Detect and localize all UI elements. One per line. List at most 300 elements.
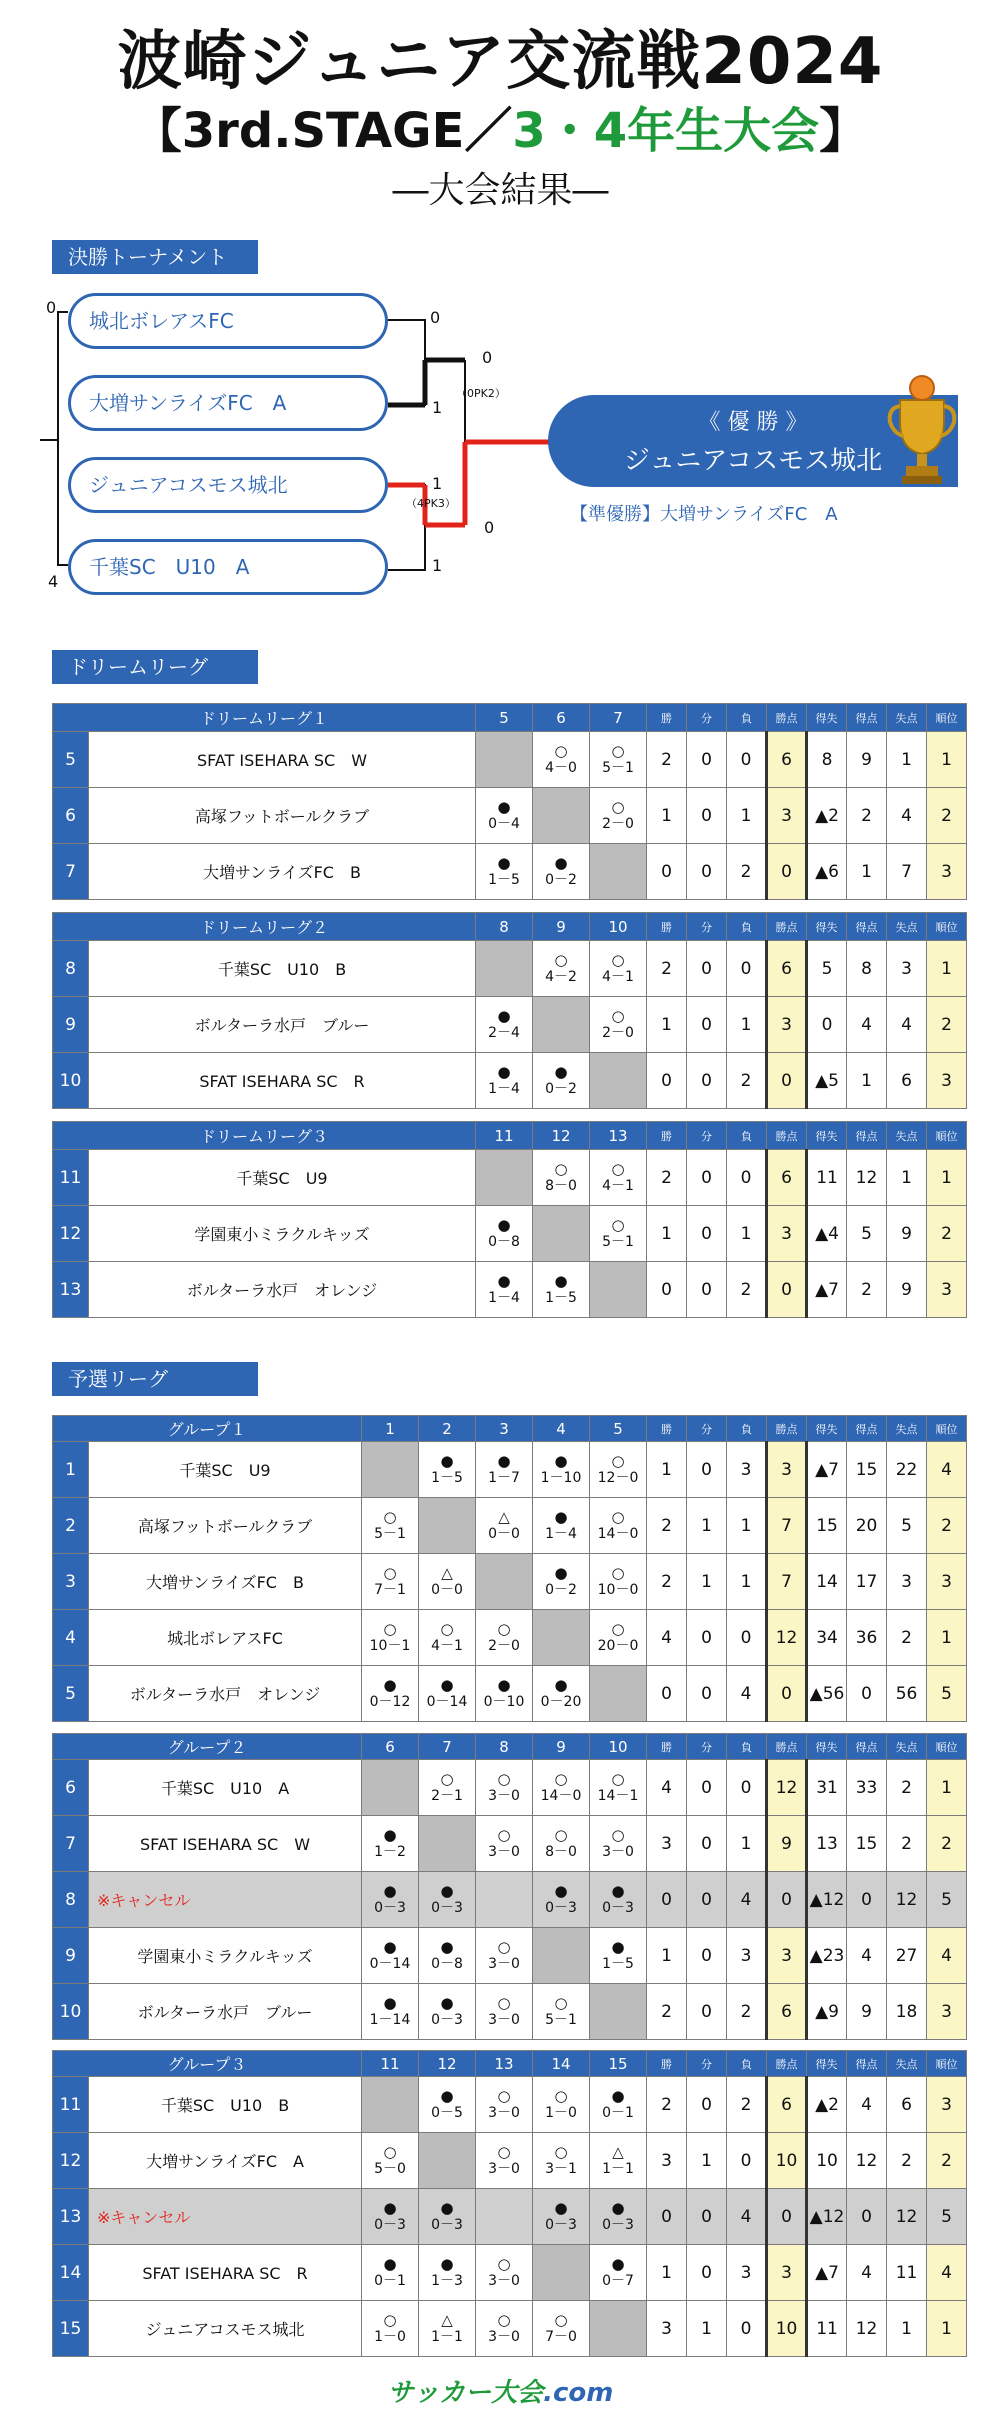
stat-value: 2 [847, 1262, 887, 1318]
match-score: 4－1 [431, 1638, 463, 1655]
result-mark: ○ [554, 1159, 568, 1178]
stat-value: 6 [767, 2077, 807, 2133]
match-result-cell [533, 1053, 590, 1109]
result-mark: ○ [554, 2086, 568, 2105]
stat-value: 0 [647, 844, 687, 900]
stage-title [0, 92, 1001, 161]
result-mark: ● [554, 1881, 568, 1900]
match-score: 1－0 [374, 2329, 406, 2346]
match-result-cell [533, 1150, 590, 1206]
result-mark: ● [611, 1937, 625, 1956]
match-result [362, 1509, 418, 1542]
stat-value: 15 [847, 1816, 887, 1872]
stat-value: 12 [847, 1150, 887, 1206]
stat-value: 36 [847, 1610, 887, 1666]
match-score: 0－0 [431, 1582, 463, 1599]
stat-col-header: 失点 [887, 1734, 927, 1760]
match-score: 14－1 [597, 1788, 639, 1805]
runner-up: 【準優勝】大増サンライズFC A [570, 504, 838, 525]
opponent-col-header: 5 [590, 1416, 647, 1442]
match-score: 0－20 [540, 1694, 582, 1711]
result-mark: ● [611, 2254, 625, 2273]
stat-col-header: 得失 [807, 1734, 847, 1760]
stat-value: 0 [687, 1872, 727, 1928]
match-result [476, 1509, 532, 1542]
result-mark: ● [554, 853, 568, 872]
section-label-dream: ドリームリーグ [52, 650, 258, 684]
stat-value: 6 [767, 1150, 807, 1206]
match-score: 3－0 [488, 1844, 520, 1861]
stat-value: 1 [647, 2245, 687, 2301]
stat-value: 0 [687, 1984, 727, 2040]
stat-col-header: 分 [687, 1122, 727, 1150]
match-result [590, 1565, 646, 1598]
score-semi1-bottom: 1 [432, 398, 443, 417]
stat-value: 1 [727, 1498, 767, 1554]
stat-value: 0 [687, 1928, 727, 1984]
match-score: 20－0 [597, 1638, 639, 1655]
stat-value: 8 [847, 941, 887, 997]
match-result [533, 1064, 589, 1097]
stat-value: 0 [767, 844, 807, 900]
stat-col-header: 得失 [807, 1416, 847, 1442]
match-result-cell [533, 1872, 590, 1928]
stat-value: 3 [647, 1816, 687, 1872]
match-result [476, 1453, 532, 1486]
stat-value: 1 [687, 1498, 727, 1554]
opponent-col-header: 11 [476, 1122, 533, 1150]
pk-semi2: （4PK3） [406, 497, 456, 510]
match-result-cell [362, 1666, 419, 1722]
match-score: 3－0 [488, 2329, 520, 2346]
match-result [419, 1621, 475, 1654]
stat-value: 1 [647, 1442, 687, 1498]
match-result [590, 2088, 646, 2121]
stat-value: 4 [847, 2077, 887, 2133]
stat-value: 2 [647, 1498, 687, 1554]
match-result-cell [533, 2077, 590, 2133]
stat-value: 10 [767, 2301, 807, 2357]
league-row [53, 732, 967, 788]
match-result-cell [533, 941, 590, 997]
stat-value: ▲9 [807, 1984, 847, 2040]
row-number: 6 [53, 1760, 89, 1816]
stat-value: 0 [687, 1262, 727, 1318]
match-result-cell [590, 1498, 647, 1554]
match-score: 1－14 [369, 2012, 411, 2029]
match-result [590, 1827, 646, 1860]
result-mark: ○ [554, 1825, 568, 1844]
stat-col-header: 順位 [927, 913, 967, 941]
stat-value: 7 [767, 1554, 807, 1610]
match-result-cell [419, 1666, 476, 1722]
stat-value: 12 [847, 2301, 887, 2357]
result-mark: ○ [497, 1769, 511, 1788]
row-number: 11 [53, 1150, 89, 1206]
match-result-cell [476, 1928, 533, 1984]
match-score: 2－0 [488, 1638, 520, 1655]
opponent-col-header: 14 [533, 2051, 590, 2077]
score-semi2-top: 1 [432, 474, 443, 493]
stat-value: 1 [887, 1150, 927, 1206]
stat-value: 15 [807, 1498, 847, 1554]
match-result-cell [590, 1150, 647, 1206]
stat-col-header: 得失 [807, 2051, 847, 2077]
stat-value: 4 [647, 1610, 687, 1666]
stat-value: 2 [727, 844, 767, 900]
stat-value: 3 [767, 1442, 807, 1498]
stat-value: ▲56 [807, 1666, 847, 1722]
match-score: 0－3 [545, 2217, 577, 2234]
result-mark: ● [440, 1937, 454, 1956]
stat-value: 20 [847, 1498, 887, 1554]
self-match-cell [362, 2077, 419, 2133]
match-score: 3－0 [488, 2105, 520, 2122]
stat-col-header: 負 [727, 704, 767, 732]
stat-value: 4 [887, 997, 927, 1053]
match-result-cell [419, 1872, 476, 1928]
self-match-cell [476, 941, 533, 997]
self-match-cell [362, 1760, 419, 1816]
match-result-cell [590, 2133, 647, 2189]
league-name: グループ１ [53, 1416, 362, 1442]
stat-col-header: 得点 [847, 2051, 887, 2077]
league-table [52, 1121, 967, 1318]
stat-value: 0 [727, 732, 767, 788]
match-score: 0－1 [374, 2273, 406, 2290]
match-result [590, 1621, 646, 1654]
match-score: 0－2 [545, 872, 577, 889]
result-mark: ● [497, 1006, 511, 1025]
match-result-cell [476, 2245, 533, 2301]
match-result-cell [533, 1554, 590, 1610]
stat-value: 1 [927, 941, 967, 997]
match-score: 1－5 [545, 1290, 577, 1307]
match-score: 5－0 [374, 2161, 406, 2178]
stat-value: 6 [767, 1984, 807, 2040]
stat-value: 3 [927, 1554, 967, 1610]
champion-name: ジュニアコスモス城北 [623, 446, 883, 476]
stat-value: 1 [927, 1610, 967, 1666]
stat-value: 7 [767, 1498, 807, 1554]
stat-col-header: 得点 [847, 704, 887, 732]
row-number: 8 [53, 1872, 89, 1928]
section-label-prelim: 予選リーグ [52, 1362, 258, 1396]
stat-value: 0 [767, 1053, 807, 1109]
result-mark: ● [554, 1271, 568, 1290]
result-mark: ○ [554, 1769, 568, 1788]
self-match-cell [476, 1150, 533, 1206]
team-name: SFAT ISEHARA SC W [89, 1816, 362, 1872]
team-name: 高塚フットボールクラブ [89, 788, 476, 844]
result-mark: ○ [497, 1619, 511, 1638]
stat-value: 4 [887, 788, 927, 844]
match-result-cell [362, 1610, 419, 1666]
self-match-cell [590, 844, 647, 900]
match-score: 0－0 [488, 1526, 520, 1543]
result-mark: △ [441, 2310, 453, 2329]
match-score: 0－3 [602, 1900, 634, 1917]
stat-value: 9 [887, 1262, 927, 1318]
result-mark: ○ [611, 1159, 625, 1178]
result-mark: ○ [497, 2254, 511, 2273]
stat-value: 0 [687, 1666, 727, 1722]
team-name: 高塚フットボールクラブ [89, 1498, 362, 1554]
league-table [52, 2050, 967, 2357]
match-score: 0－3 [374, 1900, 406, 1917]
match-score: 1－4 [545, 1526, 577, 1543]
match-score: 12－0 [597, 1470, 639, 1487]
match-result-cell [419, 1760, 476, 1816]
stat-value: 0 [727, 2133, 767, 2189]
match-result [476, 2088, 532, 2121]
stat-value: 9 [887, 1206, 927, 1262]
match-score: 3－1 [545, 2161, 577, 2178]
stat-col-header: 順位 [927, 1734, 967, 1760]
match-result [476, 855, 532, 888]
team-name: 大増サンライズFC B [89, 1554, 362, 1610]
opponent-col-header: 4 [533, 1416, 590, 1442]
match-result [533, 855, 589, 888]
match-score: 0－12 [369, 1694, 411, 1711]
team-name: ボルターラ水戸 ブルー [89, 1984, 362, 2040]
stat-value: 3 [927, 844, 967, 900]
match-result-cell [476, 1666, 533, 1722]
match-score: 1－1 [602, 2161, 634, 2178]
match-result [419, 1565, 475, 1598]
stat-value: ▲23 [807, 1928, 847, 1984]
stat-value: 17 [847, 1554, 887, 1610]
match-result [533, 1771, 589, 1804]
stat-value: 0 [767, 1262, 807, 1318]
match-result-cell [590, 941, 647, 997]
score-semi1-top: 0 [430, 308, 441, 327]
league-row [53, 2245, 967, 2301]
stat-value: ▲7 [807, 1262, 847, 1318]
match-result [590, 1939, 646, 1972]
league-header-row [53, 1416, 967, 1442]
stat-col-header: 勝点 [767, 1734, 807, 1760]
team-name: 千葉SC U10 A [89, 1760, 362, 1816]
stat-col-header: 負 [727, 1416, 767, 1442]
stat-value: 3 [927, 1262, 967, 1318]
team-name: 大増サンライズFC A [89, 2133, 362, 2189]
stat-value: 9 [767, 1816, 807, 1872]
league-row [53, 1150, 967, 1206]
result-mark: ● [383, 1675, 397, 1694]
stat-value: 3 [887, 1554, 927, 1610]
match-score: 1－7 [488, 1470, 520, 1487]
match-score: 7－0 [545, 2329, 577, 2346]
result-mark: ○ [383, 1563, 397, 1582]
stat-value: 3 [647, 2301, 687, 2357]
opponent-col-header: 13 [476, 2051, 533, 2077]
stat-value: 6 [887, 2077, 927, 2133]
result-mark: ○ [554, 2310, 568, 2329]
stat-value: 2 [887, 1610, 927, 1666]
stat-value: 34 [807, 1610, 847, 1666]
trophy-icon [886, 370, 958, 488]
champion-label: 《 優 勝 》 [698, 410, 808, 435]
league-table [52, 1415, 967, 1722]
match-result-cell [419, 1928, 476, 1984]
opponent-col-header: 15 [590, 2051, 647, 2077]
stat-value: 11 [887, 2245, 927, 2301]
stat-value: ▲6 [807, 844, 847, 900]
match-result-cell [362, 1984, 419, 2040]
result-mark: △ [498, 1507, 510, 1526]
match-score: 10－0 [597, 1582, 639, 1599]
self-match-cell [590, 1984, 647, 2040]
row-number: 9 [53, 997, 89, 1053]
stat-value: ▲5 [807, 1053, 847, 1109]
stat-value: 3 [767, 1206, 807, 1262]
match-score: 1－4 [488, 1290, 520, 1307]
stat-value: 0 [687, 2077, 727, 2133]
match-score: 4－2 [545, 969, 577, 986]
match-result [533, 1883, 589, 1916]
stat-value: 8 [807, 732, 847, 788]
match-result-cell [362, 2189, 419, 2245]
stat-value: 9 [847, 732, 887, 788]
stat-value: 2 [847, 788, 887, 844]
result-mark: ○ [554, 741, 568, 760]
result-mark: ● [611, 2198, 625, 2217]
match-score: 2－4 [488, 1025, 520, 1042]
stat-value: 6 [887, 1053, 927, 1109]
match-result [476, 1771, 532, 1804]
match-result [590, 1217, 646, 1250]
match-result-cell [419, 2189, 476, 2245]
opponent-col-header: 12 [419, 2051, 476, 2077]
result-mark: ● [383, 2198, 397, 2217]
match-result [533, 1565, 589, 1598]
stat-value: 12 [767, 1760, 807, 1816]
stat-value: 1 [727, 1206, 767, 1262]
stat-col-header: 分 [687, 1416, 727, 1442]
score-outer-bottom: 4 [48, 572, 59, 591]
match-result-cell [590, 1928, 647, 1984]
match-score: 0－3 [431, 2217, 463, 2234]
league-row [53, 1053, 967, 1109]
match-result-cell [419, 1610, 476, 1666]
match-result-cell [590, 1206, 647, 1262]
team-name: 千葉SC U10 B [89, 2077, 362, 2133]
match-score: 0－3 [602, 2217, 634, 2234]
stat-col-header: 順位 [927, 1122, 967, 1150]
match-score: 0－10 [483, 1694, 525, 1711]
match-score: 0－1 [602, 2105, 634, 2122]
match-result [590, 952, 646, 985]
match-score: 2－1 [431, 1788, 463, 1805]
score-semi2-bottom: 1 [432, 556, 443, 575]
result-mark: ● [497, 797, 511, 816]
stat-value: 0 [687, 941, 727, 997]
stat-col-header: 分 [687, 913, 727, 941]
stat-value: 0 [767, 1666, 807, 1722]
result-mark: ○ [611, 950, 625, 969]
result-mark: ○ [383, 2310, 397, 2329]
match-result [590, 1509, 646, 1542]
stat-value: 2 [887, 1816, 927, 1872]
stat-value: 3 [887, 941, 927, 997]
result-mark: ○ [554, 1993, 568, 2012]
match-result [419, 2312, 475, 2345]
result-mark: ○ [554, 950, 568, 969]
match-result-cell [533, 1666, 590, 1722]
row-number: 13 [53, 1262, 89, 1318]
stat-value: 1 [887, 732, 927, 788]
stat-col-header: 勝点 [767, 704, 807, 732]
match-score: 7－1 [374, 1582, 406, 1599]
stat-value: 7 [887, 844, 927, 900]
match-result-cell [476, 1442, 533, 1498]
opponent-col-header: 8 [476, 1734, 533, 1760]
match-score: 1－5 [602, 1956, 634, 1973]
team-name: 千葉SC U9 [89, 1150, 476, 1206]
stat-value: 3 [647, 2133, 687, 2189]
stat-value: 3 [767, 997, 807, 1053]
match-result [362, 2200, 418, 2233]
team-name: ボルターラ水戸 オレンジ [89, 1666, 362, 1722]
league-row [53, 1928, 967, 1984]
opponent-col-header: 6 [362, 1734, 419, 1760]
result-mark: ○ [383, 1507, 397, 1526]
match-result [533, 2144, 589, 2177]
match-result-cell [419, 2077, 476, 2133]
stat-value: 2 [927, 2133, 967, 2189]
result-mark: ● [440, 2086, 454, 2105]
match-result-cell [476, 1053, 533, 1109]
stat-col-header: 得失 [807, 1122, 847, 1150]
stat-value: 5 [927, 1872, 967, 1928]
team-name: SFAT ISEHARA SC W [89, 732, 476, 788]
match-result [590, 1453, 646, 1486]
row-number: 9 [53, 1928, 89, 1984]
match-result-cell [590, 1760, 647, 1816]
league-row [53, 1872, 967, 1928]
stat-value: 2 [927, 788, 967, 844]
match-result [362, 1677, 418, 1710]
match-score: 1－5 [431, 1470, 463, 1487]
stat-col-header: 勝 [647, 1416, 687, 1442]
stat-value: 0 [647, 1262, 687, 1318]
match-score: 3－0 [488, 1788, 520, 1805]
result-mark: ○ [611, 1451, 625, 1470]
stat-value: 2 [927, 997, 967, 1053]
stat-value: 6 [767, 732, 807, 788]
match-result-cell [362, 1816, 419, 1872]
result-mark: ● [383, 1881, 397, 1900]
stat-value: 0 [767, 1872, 807, 1928]
match-result-cell [476, 1498, 533, 1554]
stat-value: ▲7 [807, 2245, 847, 2301]
match-score: 3－0 [488, 2012, 520, 2029]
match-result [476, 1064, 532, 1097]
match-result-cell [476, 1760, 533, 1816]
match-result [419, 1677, 475, 1710]
stat-col-header: 勝点 [767, 1416, 807, 1442]
stat-value: 3 [767, 1928, 807, 1984]
stat-value: 4 [847, 1928, 887, 1984]
match-result-cell [533, 1498, 590, 1554]
result-mark: ○ [554, 2142, 568, 2161]
stat-col-header: 得点 [847, 1416, 887, 1442]
match-result-cell [590, 1610, 647, 1666]
match-result [533, 1677, 589, 1710]
stat-value: 2 [927, 1816, 967, 1872]
pk-final: （0PK2） [456, 387, 506, 400]
